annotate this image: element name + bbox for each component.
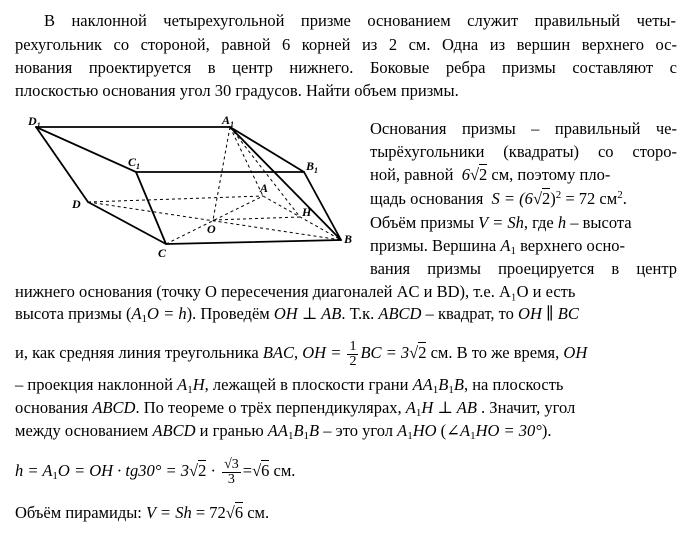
label-B: B [344,232,353,246]
solution-line-3: ной, равной 6√2 см, поэтому пло- [370,165,611,184]
solution-line-1: Основания призмы – правильный че- [370,119,677,138]
problem-line-2: рехугольник со стороной, равной 6 корней из 2 см. Одна из вершин верхнего ос- [15,35,677,54]
problem-line-3: нования проектируется в центр нижнего. Боковые ребра призмы составляют с [15,58,677,77]
solution-full-line-5: основания ABCD. По теореме о трёх перпендикулярах, $A_1H$ ⊥ AB . Значит, угол [15,398,576,419]
label-H: H [302,205,312,219]
solution-line-2: тырёхугольники (квадраты) со сторо- [370,142,677,161]
label-O: O [207,222,216,236]
label-D: D [72,197,81,211]
solution-full-line-4: – проекция наклонной $A_1H$, лежащей в плоскости грани $AA_1B_1B$, на плоскость [15,375,564,396]
label-B1: $B_1$ [306,159,319,175]
solution-line-5: Объём призмы V = Sh, где h – высота [370,213,632,232]
problem-line-1: В наклонной четырехугольной призме основанием служит правильный четы- [44,11,676,30]
solution-line-7: вания призмы проецируется в центр [370,259,677,278]
label-C: C [158,246,167,260]
label-A1: $A_1$ [222,113,235,129]
solution-full-line-1: нижнего основания (точку O пересечения диагоналей AC и BD), т.е. A₁O и есть [15,282,576,301]
fraction-one-half: $\frac{1}{2}$ [349,338,357,369]
solution-full-line-6: между основанием ABCD и гранью $AA_1B_1B$ – это угол $A_1HO$ $(\angle A_1HO = 30^\circ)$. [15,421,552,442]
prism-solid-edges [36,127,341,244]
solution-line-6: призмы. Вершина $A_1$ верхнего осно- [370,236,626,257]
label-A: A [260,181,269,195]
fraction-sqrt3-over-3: $\frac{√3}{3}$ [224,456,239,487]
solution-full-line-3: и, как средняя линия треугольника BAC, OH = $\frac{1}{2}$ BC = 3√2 см. В то же время, OH [15,338,588,369]
volume-answer: Объём пирамиды: V = Sh = 72√6 см. [15,503,270,522]
prism-diagram [28,112,368,264]
label-D1: $D_1$ [28,114,41,130]
solution-line-4: щадь основания $S = (6√2)^2 = 72$ $см^2$. [370,189,627,208]
label-C1: $C_1$ [128,155,141,171]
height-equation: $h = A_1O$ = OH · tg30° = 3√2 · $\frac{√3}{3}$ =√6 см. [15,456,296,487]
problem-line-4: плоскостью основания угол 30 градусов. Найти объем призмы. [15,81,459,100]
solution-full-line-2: высота призмы $(A_1O = h)$. Проведём OH ⊥ AB. Т.к. ABCD – квадрат, то OH ∥ BC [15,304,579,325]
